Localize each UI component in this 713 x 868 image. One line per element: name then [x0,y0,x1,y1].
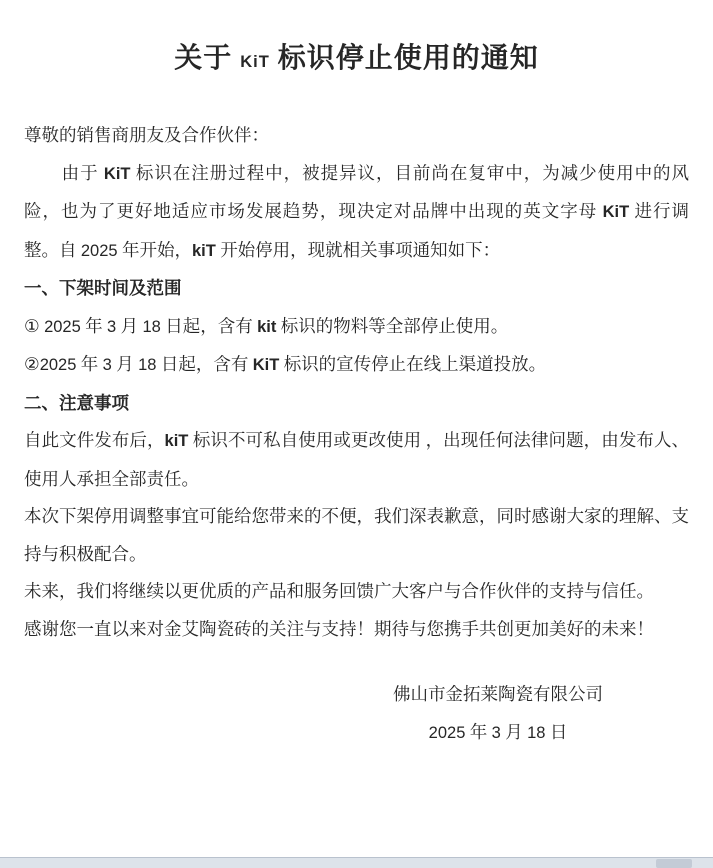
doc-block-paragraph: 自此文件发布后，kiT 标识不可私自使用或更改使用 ，出现任何法律问题，由发布人、使用人承担全部责任。 [24,430,690,489]
doc-block-paragraph-indent: 由于 KiT 标识在注册过程中，被提异议，目前尚在复审中，为减少使用中的风险，也为了更好地适应市场发展趋势，现决定对品牌中出现的英文字母 KiT 进行调整。自 2025 年开始，kiT 开始停用，现就相关事项通知如下： [24,162,690,260]
doc-block-paragraph: 感谢您一直以来对金艾陶瓷砖的关注与支持！期待与您携手共创更加美好的未来！ [24,618,654,639]
horizontal-scrollbar-thumb[interactable] [656,859,692,868]
latin-text: kiT [164,432,189,450]
latin-text: 2025 [44,317,81,336]
latin-text: KiT [103,164,131,183]
doc-block-heading: 二、注意事项 [24,392,129,413]
signature-company: 佛山市金拓莱陶瓷有限公司 [393,684,603,704]
doc-block-item: ②2025 年 3 月 18 日起，含有 KiT 标识的宣传停止在线上渠道投放。 [24,354,547,374]
document-title: 关于 KiT 标识停止使用的通知 [174,43,539,74]
latin-text: 18 [142,317,161,336]
doc-block-item: ① 2025 年 3 月 18 日起，含有 kit 标识的物料等全部停止使用。 [24,315,509,336]
latin-text: KiT [252,356,280,374]
document-body [24,117,689,648]
latin-text: kit [257,317,277,336]
latin-text: KiT [602,203,630,221]
doc-block-paragraph: 未来，我们将继续以更优质的产品和服务回馈广大客户与合作伙伴的支持与信任。 [24,581,654,601]
horizontal-scrollbar[interactable] [0,857,713,868]
doc-block-salutation: 尊敬的销售商朋友及合作伙伴： [24,125,269,145]
latin-text: kiT [191,241,216,260]
latin-text: 2025 [428,723,466,742]
latin-text: 2025 [80,241,118,260]
doc-block-paragraph: 本次下架停用调整事宜可能给您带来的不便，我们深表歉意，同时感谢大家的理解、支持与积极配合。 [24,506,689,564]
signature-block [393,676,603,752]
latin-text: 2025 [39,356,77,374]
latin-text: 18 [138,356,157,374]
signature-date: 2025 年 3 月 18 日 [428,721,568,742]
latin-text: 3 [107,317,117,336]
latin-text: 3 [491,723,501,742]
doc-block-heading: 一、下架时间及范围 [24,278,182,298]
latin-text: 3 [102,356,112,374]
latin-text: 18 [527,723,546,742]
latin-text: KiT [240,53,270,71]
